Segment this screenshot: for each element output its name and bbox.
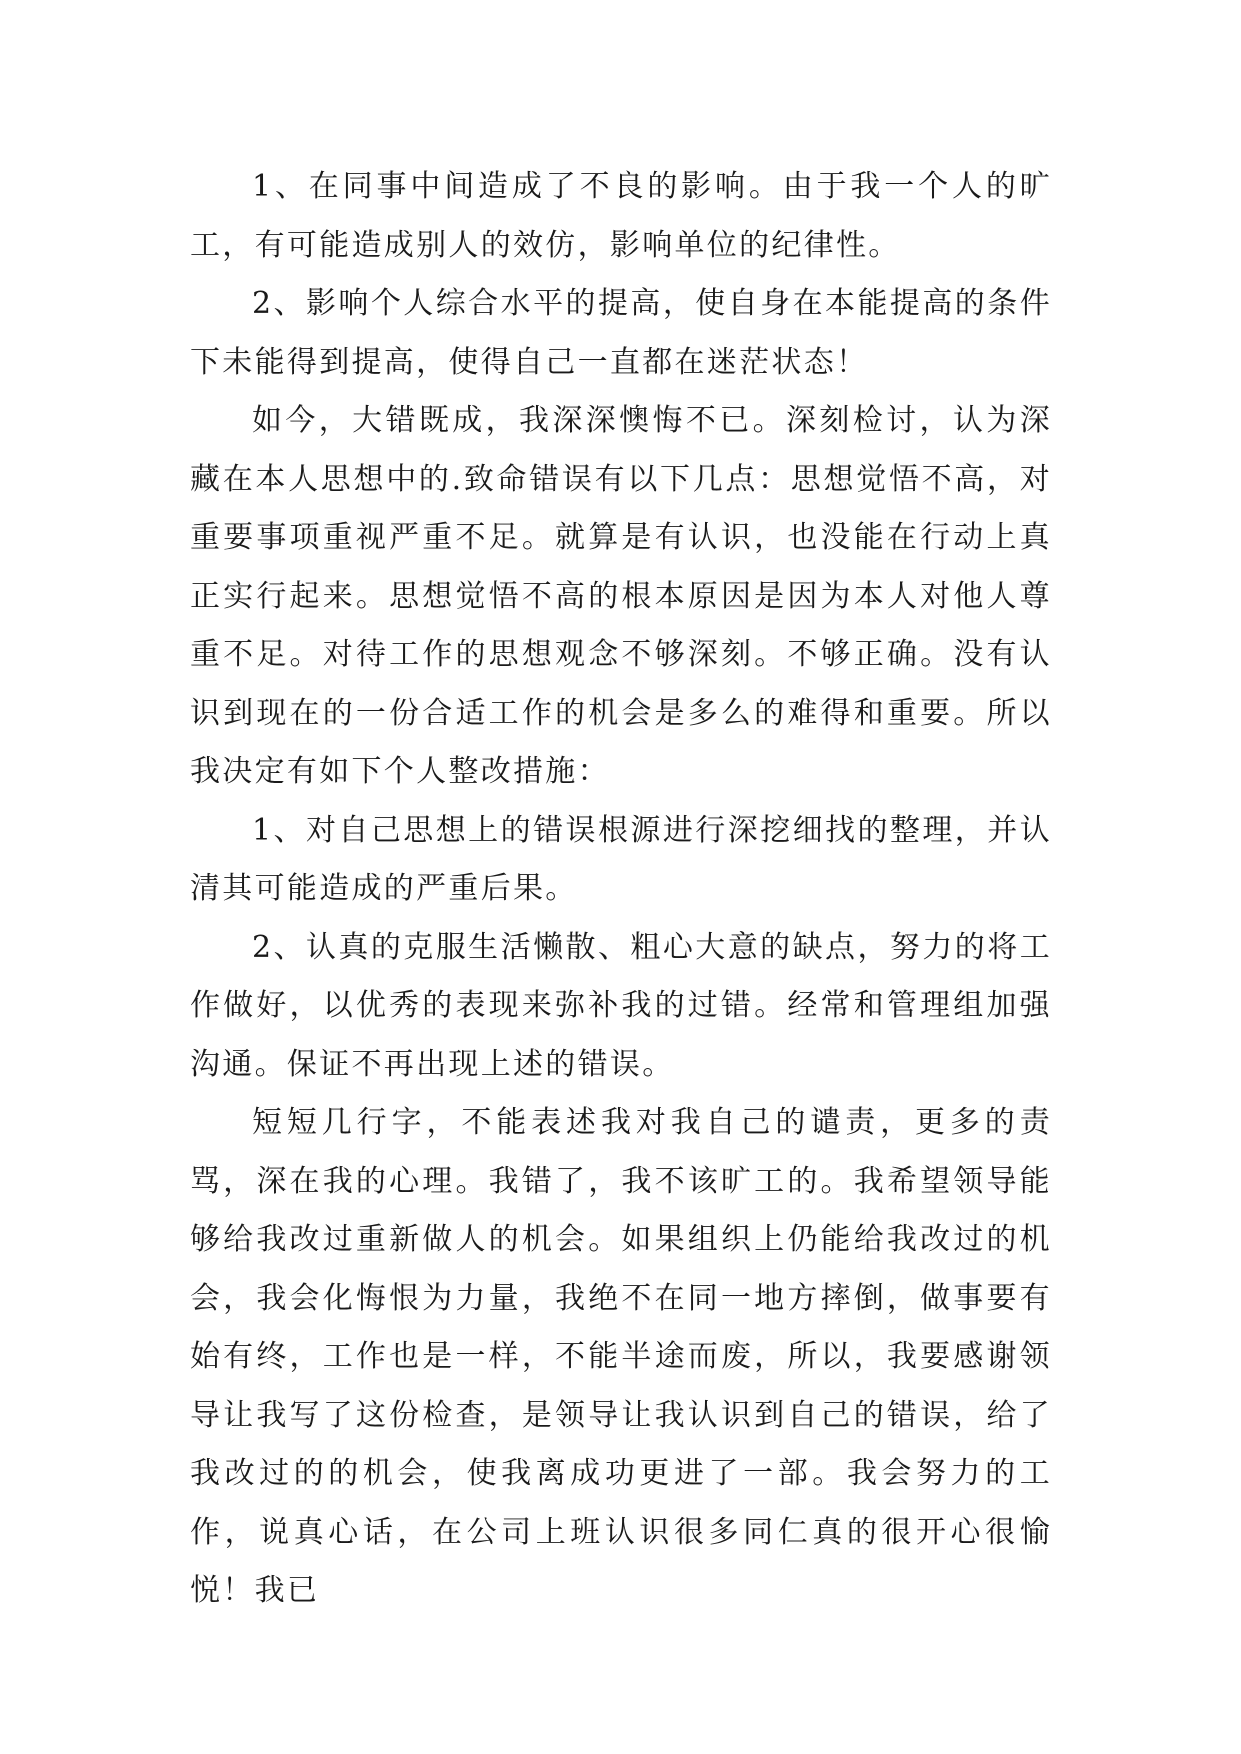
paragraph-impact-personal: 2、影响个人综合水平的提高，使自身在本能提高的条件下未能得到提高，使得自己一直都在迷茫状态！ <box>190 286 1052 380</box>
paragraph-self-reflection: 如今，大错既成，我深深懊悔不已。深刻检讨，认为深藏在本人思想中的.致命错误有以下几点：思想觉悟不高，对重要事项重视严重不足。就算是有认识，也没能在行动上真正实行起来。思想觉悟不高的根本原因是因为本人对他人尊重不足。对待工作的思想观念不够深刻。不够正确。没有认识到现在的一份合适工作的机会是多么的难得和重要。所以我决定有如下个人整改措施： <box>190 403 1052 789</box>
paragraph-closing: 短短几行字，不能表述我对我自己的谴责，更多的责骂，深在我的心理。我错了，我不该旷工的。我希望领导能够给我改过重新做人的机会。如果组织上仍能给我改过的机会，我会化悔恨为力量，我绝不在同一地方摔倒，做事要有始有终，工作也是一样，不能半途而废，所以，我要感谢领导让我写了这份检查，是领导让我认识到自己的错误，给了我改过的的机会，使我离成功更进了一部。我会努力的工作，说真心话，在公司上班认识很多同仁真的很开心很愉悦！我已 <box>190 1105 1052 1608</box>
paragraph-measure-1: 1、对自己思想上的错误根源进行深挖细找的整理，并认清其可能造成的严重后果。 <box>190 812 1052 906</box>
paragraph-impact-colleagues: 1、在同事中间造成了不良的影响。由于我一个人的旷工，有可能造成别人的效仿，影响单位的纪律性。 <box>190 169 1052 263</box>
document-body <box>190 158 1052 1621</box>
paragraph-measure-2: 2、认真的克服生活懒散、粗心大意的缺点，努力的将工作做好，以优秀的表现来弥补我的过错。经常和管理组加强沟通。保证不再出现上述的错误。 <box>190 929 1052 1082</box>
